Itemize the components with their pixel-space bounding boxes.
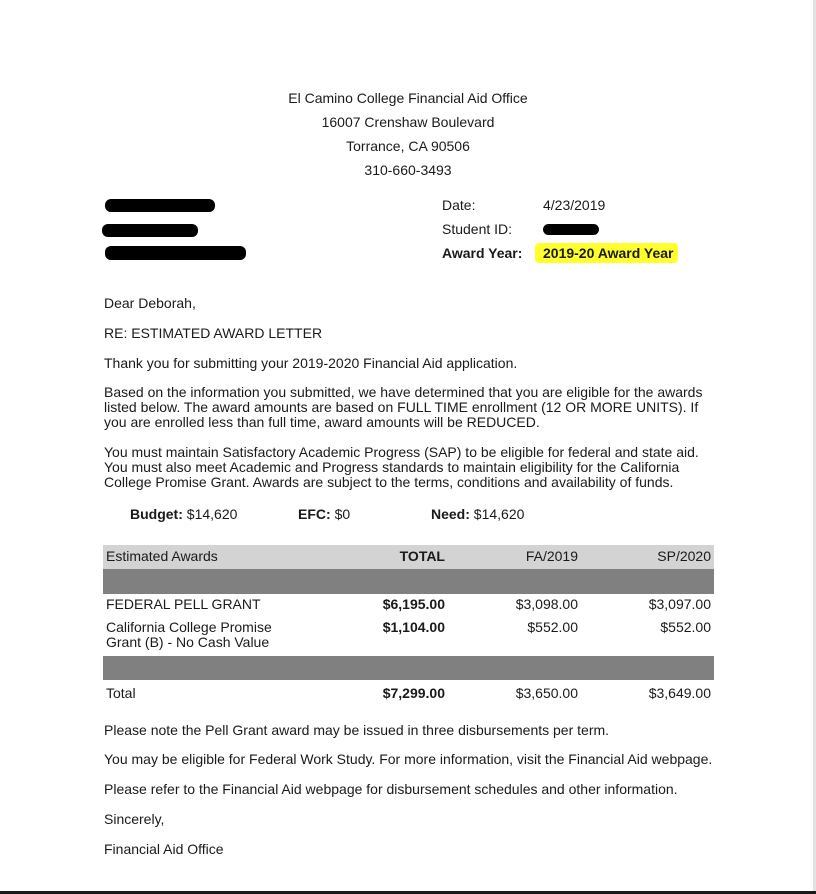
award-sp: $552.00 — [660, 619, 711, 635]
total-amount: $7,299.00 — [382, 685, 445, 701]
award-name-line-1: California College Promise — [106, 619, 272, 635]
total-label: Total — [106, 685, 136, 701]
header-fa2019: FA/2019 — [448, 545, 581, 569]
letterhead — [0, 88, 816, 184]
need-label: Need: — [431, 506, 470, 522]
award-year-value: 2019-20 Award Year — [535, 243, 678, 263]
note-work-study: You may be eligible for Federal Work Study. For more information, visit the Financial Aid webpage. — [104, 751, 713, 767]
award-name: FEDERAL PELL GRANT — [106, 596, 261, 612]
office-phone: 310-660-3493 — [364, 162, 452, 178]
note-webpage: Please refer to the Financial Aid webpage for disbursement schedules and other information. — [104, 781, 678, 797]
efc-value: $0 — [334, 506, 351, 522]
office-name: El Camino College Financial Aid Office — [288, 90, 528, 106]
paragraph-eligibility: Based on the information you submitted, we have determined that you are eligible for the awards listed below. The award amounts are based on FULL TIME enrollment (12 OR MORE UNITS). If you are enrolled less than full time, award amounts will be REDUCED. — [104, 384, 703, 430]
awards-table — [103, 545, 714, 702]
student-id-row — [442, 220, 702, 244]
redacted-address-line-1 — [102, 224, 198, 237]
closing: Sincerely, — [104, 811, 165, 827]
award-name-line-2: Grant (B) - No Cash Value — [106, 634, 270, 650]
award-year-row — [442, 244, 702, 268]
budget-summary — [130, 506, 237, 522]
subject-line: RE: ESTIMATED AWARD LETTER — [104, 325, 323, 341]
letter-info — [442, 196, 702, 268]
award-fa: $3,098.00 — [515, 596, 578, 612]
paragraph-thanks: Thank you for submitting your 2019-2020 Financial Aid application. — [104, 355, 518, 371]
header-sp2020: SP/2020 — [581, 545, 714, 569]
need-value: $14,620 — [473, 506, 525, 522]
date-row — [442, 196, 702, 220]
award-sp: $3,097.00 — [648, 596, 711, 612]
award-fa: $552.00 — [527, 619, 578, 635]
award-total: $1,104.00 — [382, 619, 445, 635]
date-label: Date: — [442, 197, 476, 213]
budget-label: Budget: — [130, 506, 183, 522]
date-value: 4/23/2019 — [543, 197, 606, 213]
total-fa: $3,650.00 — [515, 685, 578, 701]
need-summary — [431, 506, 524, 522]
note-pell-disbursements: Please note the Pell Grant award may be issued in three disbursements per term. — [104, 722, 610, 738]
total-sp: $3,649.00 — [648, 685, 711, 701]
header-awards: Estimated Awards — [103, 545, 283, 569]
table-header — [103, 545, 714, 569]
table-total-row — [103, 680, 714, 702]
budget-value: $14,620 — [186, 506, 238, 522]
office-street: 16007 Crenshaw Boulevard — [321, 114, 495, 130]
student-id-label: Student ID: — [442, 221, 513, 237]
salutation: Dear Deborah, — [104, 295, 196, 311]
efc-summary — [298, 506, 350, 522]
redacted-address-line-2 — [105, 246, 246, 260]
header-total: TOTAL — [283, 545, 448, 569]
table-row — [103, 594, 714, 618]
redacted-name — [105, 199, 215, 212]
table-divider-bar — [103, 656, 714, 680]
redacted-student-id — [543, 224, 599, 235]
award-year-label: Award Year: — [442, 245, 523, 261]
signature: Financial Aid Office — [104, 841, 224, 857]
table-row — [103, 618, 714, 656]
office-city: Torrance, CA 90506 — [346, 138, 470, 154]
award-total: $6,195.00 — [382, 596, 445, 612]
table-divider-bar — [103, 569, 714, 594]
award-name — [103, 618, 283, 656]
paragraph-sap: You must maintain Satisfactory Academic Progress (SAP) to be eligible for federal and state aid. You must also meet Academic and Progress standards to maintain eligibility for the California College Promise Grant. Awards are subject to the terms, conditions and availability of funds. — [104, 444, 699, 490]
efc-label: EFC: — [298, 506, 331, 522]
